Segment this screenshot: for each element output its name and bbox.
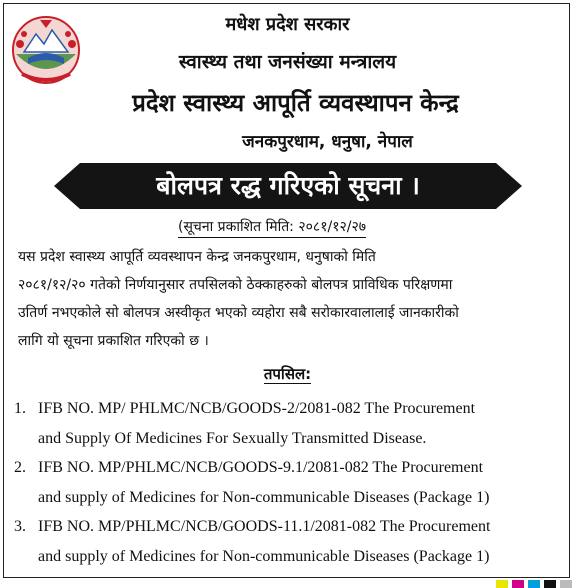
tender-list	[14, 394, 564, 571]
item-number: 2.	[14, 459, 26, 476]
government-heading: मधेश प्रदेश सरकार	[225, 14, 350, 35]
body-line: २०८१/१२/२० गतेको निर्णयानुसार तपसिलको ठेक्काहरुको बोलपत्र प्राविधिक परिक्षणमा	[18, 277, 453, 293]
published-date: (सूचना प्रकाशित मिति: २०८१/१२/२७	[178, 217, 366, 238]
list-heading-text: तपसिल:	[263, 365, 312, 383]
body-line: लागि यो सूचना प्रकाशित गरिएको छ ।	[18, 333, 209, 349]
item-number: 3.	[14, 518, 26, 535]
item-text: IFB NO. MP/PHLMC/NCB/GOODS-11.1/2081-082 The Procurement	[38, 518, 491, 535]
ministry-heading: स्वास्थ्य तथा जनसंख्या मन्त्रालय	[178, 51, 397, 73]
notice-title: बोलपत्र रद्ध गरिएको सूचना ।	[156, 171, 420, 200]
item-text: IFB NO. MP/PHLMC/NCB/GOODS-9.1/2081-082 The Procurement	[38, 459, 484, 476]
print-color-marks	[496, 580, 575, 588]
item-text: and supply of Medicines for Non-communicable Diseases (Package 1)	[38, 547, 490, 565]
list-heading	[0, 364, 575, 384]
item-text: and Supply Of Medicines For Sexually Transmitted Disease.	[38, 429, 427, 447]
office-heading: प्रदेश स्वास्थ्य आपूर्ति व्यवस्थापन केन्द्र	[132, 89, 459, 117]
body-line: उतिर्ण नभएकोले सो बोलपत्र अस्वीकृत भएको व्यहोरा सबै सरोकारवालालाई जानकारीको	[18, 305, 459, 321]
item-text: IFB NO. MP/ PHLMC/NCB/GOODS-2/2081-082 The Procurement	[38, 400, 476, 417]
item-text: and supply of Medicines for Non-communicable Diseases (Package 1)	[38, 488, 490, 506]
list-item	[14, 453, 564, 512]
item-number: 1.	[14, 400, 26, 417]
list-item	[14, 394, 564, 453]
notice-body	[18, 243, 562, 355]
address-heading: जनकपुरधाम, धनुषा, नेपाल	[242, 132, 413, 152]
list-item	[14, 512, 564, 571]
body-line: यस प्रदेश स्वास्थ्य आपूर्ति व्यवस्थापन केन्द्र जनकपुरधाम, धनुषाको मिति	[18, 249, 376, 265]
